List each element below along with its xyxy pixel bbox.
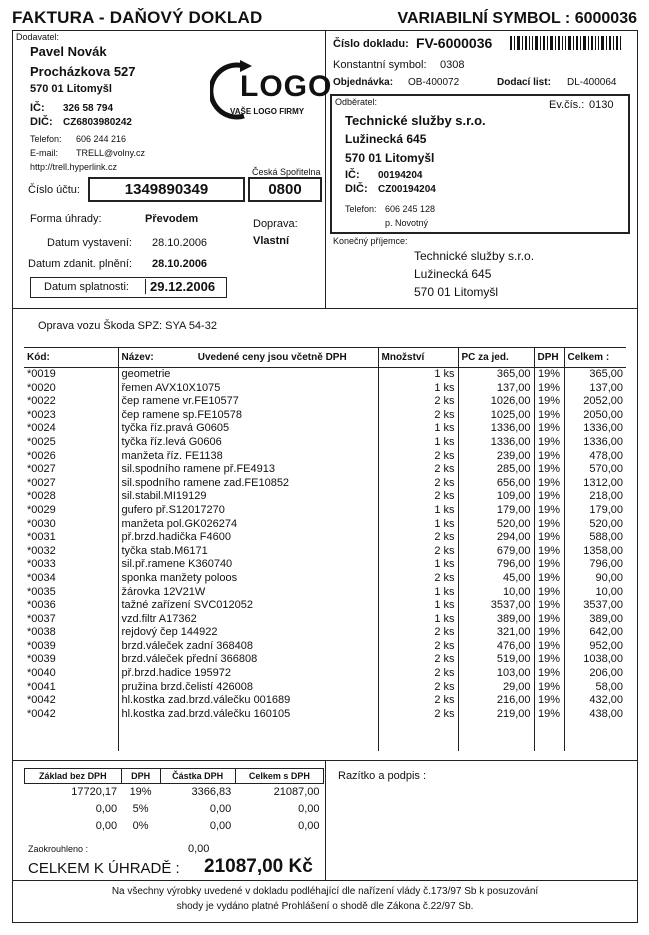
item-unit-price: 1336,00: [458, 422, 534, 436]
table-row: [24, 531, 626, 545]
total-due-label: CELKEM K ÚHRADĚ :: [28, 860, 180, 877]
sum-vat: 19%: [129, 786, 152, 799]
item-qty: 2 ks: [378, 463, 458, 477]
item-unit-price: 389,00: [458, 613, 534, 627]
payment-form: Převodem: [145, 213, 199, 225]
barcode-icon: [510, 36, 622, 55]
item-name: tyčka říz.levá G0606: [118, 436, 378, 450]
filler-cell: [564, 721, 626, 751]
item-vat: 19%: [534, 653, 564, 667]
table-row: [24, 708, 626, 722]
item-total: 137,00: [564, 382, 626, 396]
footer-divider: [12, 880, 638, 881]
item-unit-price: 285,00: [458, 463, 534, 477]
item-vat: 19%: [534, 626, 564, 640]
item-qty: 2 ks: [378, 545, 458, 559]
item-unit-price: 45,00: [458, 572, 534, 586]
stamp-label: Razítko a podpis :: [338, 770, 427, 782]
final-recipient-label: Konečný příjemce:: [333, 236, 408, 246]
item-code: *0042: [27, 694, 56, 707]
variable-symbol-label: VARIABILNÍ SYMBOL :: [397, 10, 571, 27]
col-total: Celkem :: [564, 348, 626, 368]
item-total: 478,00: [564, 450, 626, 464]
item-code: *0027: [27, 476, 56, 489]
item-vat: 19%: [534, 518, 564, 532]
item-name: sil.spodního ramene př.FE4913: [118, 463, 378, 477]
item-code: *0019: [27, 368, 56, 380]
logo-subtext: VAŠE LOGO FIRMY: [230, 107, 305, 116]
item-name: př.brzd.hadice 195972: [118, 667, 378, 681]
item-qty: 1 ks: [378, 599, 458, 613]
item-qty: 1 ks: [378, 558, 458, 572]
customer-dic: CZ00194204: [378, 184, 436, 195]
table-row: [24, 613, 626, 627]
item-qty: 2 ks: [378, 681, 458, 695]
item-code: *0024: [27, 422, 56, 435]
item-code: *0030: [27, 517, 56, 530]
item-name: manžeta říz. FE1138: [118, 450, 378, 464]
item-name: tyčka stab.M6171: [118, 545, 378, 559]
item-total: 2050,00: [564, 409, 626, 423]
sum-total: 21087,00: [273, 786, 320, 799]
item-total: 90,00: [564, 572, 626, 586]
logo-text: LOGO: [240, 70, 333, 103]
table-filler-row: [24, 721, 626, 751]
item-code: *0041: [27, 680, 56, 693]
transport-label: Doprava:: [253, 218, 298, 230]
customer-dic-label: DIČ:: [345, 183, 368, 195]
sum-vat: 0%: [132, 820, 149, 832]
company-logo: [210, 58, 333, 124]
item-name: sponka manžety poloos: [118, 572, 378, 586]
items-body: [24, 368, 626, 752]
item-unit-price: 679,00: [458, 545, 534, 559]
item-unit-price: 179,00: [458, 504, 534, 518]
item-vat: 19%: [534, 572, 564, 586]
customer-street: Lužinecká 645: [345, 132, 427, 146]
item-qty: 1 ks: [378, 613, 458, 627]
sum-col-vat-amount: Částka DPH: [160, 769, 235, 784]
item-vat: 19%: [534, 395, 564, 409]
supplier-phone-label: Telefon:: [30, 134, 62, 144]
item-vat: 19%: [534, 681, 564, 695]
vat-summary-body: [25, 784, 324, 835]
item-vat: 19%: [534, 490, 564, 504]
table-row: [24, 450, 626, 464]
table-row: [24, 640, 626, 654]
supplier-dic: CZ6803980242: [63, 117, 132, 128]
supplier-city: 570 01 Litomyšl: [30, 83, 112, 95]
item-unit-price: 476,00: [458, 640, 534, 654]
item-total: 1312,00: [564, 477, 626, 491]
sum-vat-amount: 0,00: [209, 820, 232, 832]
supplier-email-label: E-mail:: [30, 148, 59, 158]
table-row: [24, 463, 626, 477]
item-qty: 2 ks: [378, 640, 458, 654]
item-unit-price: 1025,00: [458, 409, 534, 423]
item-total: 588,00: [564, 531, 626, 545]
table-row: [25, 801, 324, 818]
order-label: Objednávka:: [333, 77, 394, 88]
transport: Vlastní: [253, 235, 290, 247]
item-vat: 19%: [534, 599, 564, 613]
item-code: *0039: [27, 653, 56, 666]
sum-vat: 5%: [132, 803, 149, 815]
customer-ev: 0130: [589, 99, 614, 111]
item-code: *0028: [27, 490, 56, 503]
item-total: 1358,00: [564, 545, 626, 559]
tax-date-label: Datum zdanit. plnění:: [28, 258, 132, 270]
filler-cell: [534, 721, 564, 751]
table-row: [24, 368, 626, 382]
customer-city: 570 01 Litomyšl: [345, 151, 435, 165]
item-name: hl.kostka zad.brzd.válečku 160105: [118, 708, 378, 722]
item-qty: 2 ks: [378, 708, 458, 722]
item-code: *0025: [27, 435, 56, 448]
item-vat: 19%: [534, 504, 564, 518]
item-unit-price: 3537,00: [458, 599, 534, 613]
customer-contact: p. Novotný: [385, 218, 429, 228]
item-total: 1336,00: [564, 422, 626, 436]
item-total: 58,00: [564, 681, 626, 695]
item-code: *0023: [27, 408, 56, 421]
items-table: [24, 347, 626, 751]
table-row: [24, 681, 626, 695]
item-vat: 19%: [534, 694, 564, 708]
sum-vat-amount: 3366,83: [191, 786, 232, 799]
supplier-street: Procházkova 527: [30, 64, 136, 79]
vat-summary-header: [25, 769, 324, 784]
item-name: hl.kostka zad.brzd.válečku 001689: [118, 694, 378, 708]
item-unit-price: 321,00: [458, 626, 534, 640]
filler-cell: [24, 721, 118, 751]
item-code: *0020: [27, 381, 56, 394]
constant-symbol-label: Konstantní symbol:: [333, 59, 427, 71]
item-code: *0029: [27, 503, 56, 516]
customer-ic-label: IČ:: [345, 169, 360, 181]
item-total: 796,00: [564, 558, 626, 572]
item-qty: 2 ks: [378, 409, 458, 423]
item-vat: 19%: [534, 450, 564, 464]
item-name: sil.spodního ramene zad.FE10852: [118, 477, 378, 491]
supplier-email[interactable]: TRELL@volny.cz: [76, 148, 145, 158]
item-name: brzd.váleček přední 366808: [118, 653, 378, 667]
item-name: manžeta pol.GK026274: [118, 518, 378, 532]
variable-symbol-value: 6000036: [574, 10, 637, 27]
filler-cell: [118, 721, 378, 751]
item-unit-price: 216,00: [458, 694, 534, 708]
item-vat: 19%: [534, 463, 564, 477]
col-vat: DPH: [534, 348, 564, 368]
item-unit-price: 1026,00: [458, 395, 534, 409]
item-total: 3537,00: [564, 599, 626, 613]
items-header-row: [24, 348, 626, 368]
item-code: *0031: [27, 531, 56, 544]
item-name: čep ramene sp.FE10578: [118, 409, 378, 423]
item-unit-price: 796,00: [458, 558, 534, 572]
table-row: [25, 784, 324, 801]
table-row: [24, 490, 626, 504]
footer-line-1: Na všechny výrobky uvedené v dokladu podléhající dle nařízení vlády č.173/97 Sb k posuzování: [111, 886, 539, 897]
bank-name: Česká Spořitelna: [252, 167, 321, 177]
table-row: [24, 518, 626, 532]
account-number: 1349890349: [88, 177, 245, 202]
item-vat: 19%: [534, 531, 564, 545]
item-qty: 2 ks: [378, 626, 458, 640]
item-vat: 19%: [534, 640, 564, 654]
item-name: vzd.filtr A17362: [118, 613, 378, 627]
delivery-note-label: Dodací list:: [497, 77, 551, 88]
divider-horizontal: [12, 308, 638, 309]
delivery-note: DL-400064: [567, 77, 617, 88]
item-vat: 19%: [534, 368, 564, 382]
bank-code: 0800: [248, 177, 322, 202]
table-row: [24, 626, 626, 640]
table-row: [24, 545, 626, 559]
item-vat: 19%: [534, 558, 564, 572]
due-date: 29.12.2006: [145, 279, 215, 294]
table-row: [24, 504, 626, 518]
item-unit-price: 239,00: [458, 450, 534, 464]
sum-total: 0,00: [298, 803, 320, 815]
col-qty: Množství: [378, 348, 458, 368]
item-code: *0026: [27, 449, 56, 462]
item-vat: 19%: [534, 545, 564, 559]
item-unit-price: 137,00: [458, 382, 534, 396]
item-code: *0042: [27, 707, 56, 720]
final-recipient-name: Technické služby s.r.o.: [414, 249, 535, 263]
total-due: 21087,00 Kč: [204, 856, 313, 877]
rounding-value: 0,00: [188, 843, 210, 855]
item-code: *0038: [27, 626, 56, 639]
table-row: [24, 586, 626, 600]
item-qty: 1 ks: [378, 422, 458, 436]
item-total: 1336,00: [564, 436, 626, 450]
item-qty: 2 ks: [378, 395, 458, 409]
supplier-ic-label: IČ:: [30, 102, 45, 114]
item-code: *0039: [27, 639, 56, 652]
sum-base: 0,00: [95, 803, 118, 815]
item-vat: 19%: [534, 613, 564, 627]
item-qty: 1 ks: [378, 382, 458, 396]
item-name: tyčka říz.pravá G0605: [118, 422, 378, 436]
summary-vertical-divider: [325, 760, 326, 880]
table-row: [24, 667, 626, 681]
item-total: 438,00: [564, 708, 626, 722]
sum-base: 17720,17: [71, 786, 118, 799]
item-qty: 2 ks: [378, 490, 458, 504]
item-name: gufero př.S12017270: [118, 504, 378, 518]
item-qty: 1 ks: [378, 436, 458, 450]
item-qty: 2 ks: [378, 653, 458, 667]
customer-phone-label: Telefon:: [345, 204, 377, 214]
account-label: Číslo účtu:: [28, 184, 80, 196]
item-qty: 1 ks: [378, 368, 458, 382]
item-code: *0035: [27, 585, 56, 598]
item-unit-price: 219,00: [458, 708, 534, 722]
col-name-label: Název:: [121, 352, 154, 363]
item-qty: 1 ks: [378, 586, 458, 600]
item-name: sil.stabil.MI19129: [118, 490, 378, 504]
sum-vat-amount: 0,00: [209, 803, 232, 815]
table-row: [24, 395, 626, 409]
item-qty: 2 ks: [378, 450, 458, 464]
item-unit-price: 365,00: [458, 368, 534, 382]
variable-symbol: [398, 10, 638, 28]
customer-ic: 00194204: [378, 170, 423, 181]
item-total: 2052,00: [564, 395, 626, 409]
item-unit-price: 520,00: [458, 518, 534, 532]
item-unit-price: 1336,00: [458, 436, 534, 450]
col-code: Kód:: [24, 348, 118, 368]
item-total: 206,00: [564, 667, 626, 681]
col-price-note: Uvedené ceny jsou včetně DPH: [197, 352, 347, 363]
issue-date: 28.10.2006: [152, 237, 208, 249]
item-total: 365,00: [564, 368, 626, 382]
item-unit-price: 109,00: [458, 490, 534, 504]
item-code: *0033: [27, 558, 56, 571]
item-code: *0027: [27, 463, 56, 476]
filler-cell: [458, 721, 534, 751]
supplier-name: Pavel Novák: [30, 44, 107, 59]
customer-ev-label: Ev.čís.:: [549, 99, 585, 111]
item-code: *0034: [27, 571, 56, 584]
table-row: [24, 477, 626, 491]
item-total: 952,00: [564, 640, 626, 654]
item-unit-price: 656,00: [458, 477, 534, 491]
item-name: sil.př.ramene K360740: [118, 558, 378, 572]
tax-date: 28.10.2006: [152, 258, 208, 270]
sum-col-base: Základ bez DPH: [25, 769, 122, 784]
item-total: 10,00: [564, 586, 626, 600]
item-vat: 19%: [534, 382, 564, 396]
item-qty: 2 ks: [378, 477, 458, 491]
constant-symbol: 0308: [440, 59, 465, 71]
item-unit-price: 10,00: [458, 586, 534, 600]
final-recipient-street: Lužinecká 645: [414, 267, 492, 281]
customer-label: Odběratel:: [335, 97, 378, 107]
item-code: *0040: [27, 667, 56, 680]
item-total: 1038,00: [564, 653, 626, 667]
item-vat: 19%: [534, 586, 564, 600]
table-row: [24, 436, 626, 450]
table-row: [24, 694, 626, 708]
item-name: čep ramene vr.FE10577: [118, 395, 378, 409]
item-total: 218,00: [564, 490, 626, 504]
item-code: *0036: [27, 599, 56, 612]
item-name: pružina brzd.čelistí 426008: [118, 681, 378, 695]
item-total: 179,00: [564, 504, 626, 518]
item-unit-price: 29,00: [458, 681, 534, 695]
item-total: 570,00: [564, 463, 626, 477]
item-name: rejdový čep 144922: [118, 626, 378, 640]
item-name: řemen AVX10X1075: [118, 382, 378, 396]
table-row: [24, 653, 626, 667]
payment-form-label: Forma úhrady:: [30, 213, 102, 225]
item-qty: 2 ks: [378, 531, 458, 545]
item-vat: 19%: [534, 409, 564, 423]
doc-number: FV-6000036: [416, 35, 493, 51]
item-name: geometrie: [118, 368, 378, 382]
item-name: brzd.váleček zadní 368408: [118, 640, 378, 654]
item-vat: 19%: [534, 477, 564, 491]
order-number: OB-400072: [408, 77, 460, 88]
col-unit-price: PC za jed.: [458, 348, 534, 368]
item-name: žárovka 12V21W: [118, 586, 378, 600]
item-total: 432,00: [564, 694, 626, 708]
item-unit-price: 294,00: [458, 531, 534, 545]
sum-col-vat: DPH: [121, 769, 160, 784]
supplier-dic-label: DIČ:: [30, 116, 53, 128]
document-title: FAKTURA - DAŇOVÝ DOKLAD: [12, 8, 263, 27]
rounding-label: Zaokrouhleno :: [28, 844, 89, 854]
item-unit-price: 103,00: [458, 667, 534, 681]
item-vat: 19%: [534, 667, 564, 681]
item-code: *0032: [27, 544, 56, 557]
item-name: př.brzd.hadička F4600: [118, 531, 378, 545]
table-row: [24, 558, 626, 572]
item-code: *0022: [27, 395, 56, 408]
item-qty: 1 ks: [378, 504, 458, 518]
issue-date-label: Datum vystavení:: [47, 237, 132, 249]
due-date-label: Datum splatnosti:: [44, 281, 129, 293]
col-name: [118, 348, 378, 368]
sum-col-total: Celkem s DPH: [235, 769, 323, 784]
supplier-phone: 606 244 216: [76, 134, 127, 144]
filler-cell: [378, 721, 458, 751]
table-row: [24, 409, 626, 423]
sum-base: 0,00: [95, 820, 118, 832]
table-row: [24, 382, 626, 396]
supplier-web[interactable]: http://trell.hyperlink.cz: [30, 162, 118, 172]
vat-summary-table: [24, 768, 324, 835]
item-qty: 2 ks: [378, 572, 458, 586]
supplier-label: Dodavatel:: [16, 32, 60, 42]
item-total: 389,00: [564, 613, 626, 627]
footer-line-2: shody je vydáno platné Prohlášení o shodě dle Zákona č.22/97 Sb.: [176, 901, 474, 912]
item-vat: 19%: [534, 422, 564, 436]
item-name: tažné zařízení SVC012052: [118, 599, 378, 613]
item-unit-price: 519,00: [458, 653, 534, 667]
customer-phone: 606 245 128: [385, 204, 436, 214]
doc-number-label: Číslo dokladu:: [333, 38, 409, 50]
table-row: [24, 572, 626, 586]
table-row: [25, 818, 324, 835]
table-row: [24, 422, 626, 436]
item-total: 642,00: [564, 626, 626, 640]
supplier-ic: 326 58 794: [63, 103, 114, 114]
invoice-subject: Oprava vozu Škoda SPZ: SYA 54-32: [38, 320, 217, 332]
item-qty: 1 ks: [378, 518, 458, 532]
item-qty: 2 ks: [378, 667, 458, 681]
item-qty: 2 ks: [378, 694, 458, 708]
item-total: 520,00: [564, 518, 626, 532]
item-vat: 19%: [534, 708, 564, 722]
table-row: [24, 599, 626, 613]
sum-total: 0,00: [298, 820, 320, 832]
item-vat: 19%: [534, 436, 564, 450]
final-recipient-city: 570 01 Litomyšl: [414, 285, 499, 299]
customer-name: Technické služby s.r.o.: [345, 113, 486, 128]
item-code: *0037: [27, 612, 56, 625]
